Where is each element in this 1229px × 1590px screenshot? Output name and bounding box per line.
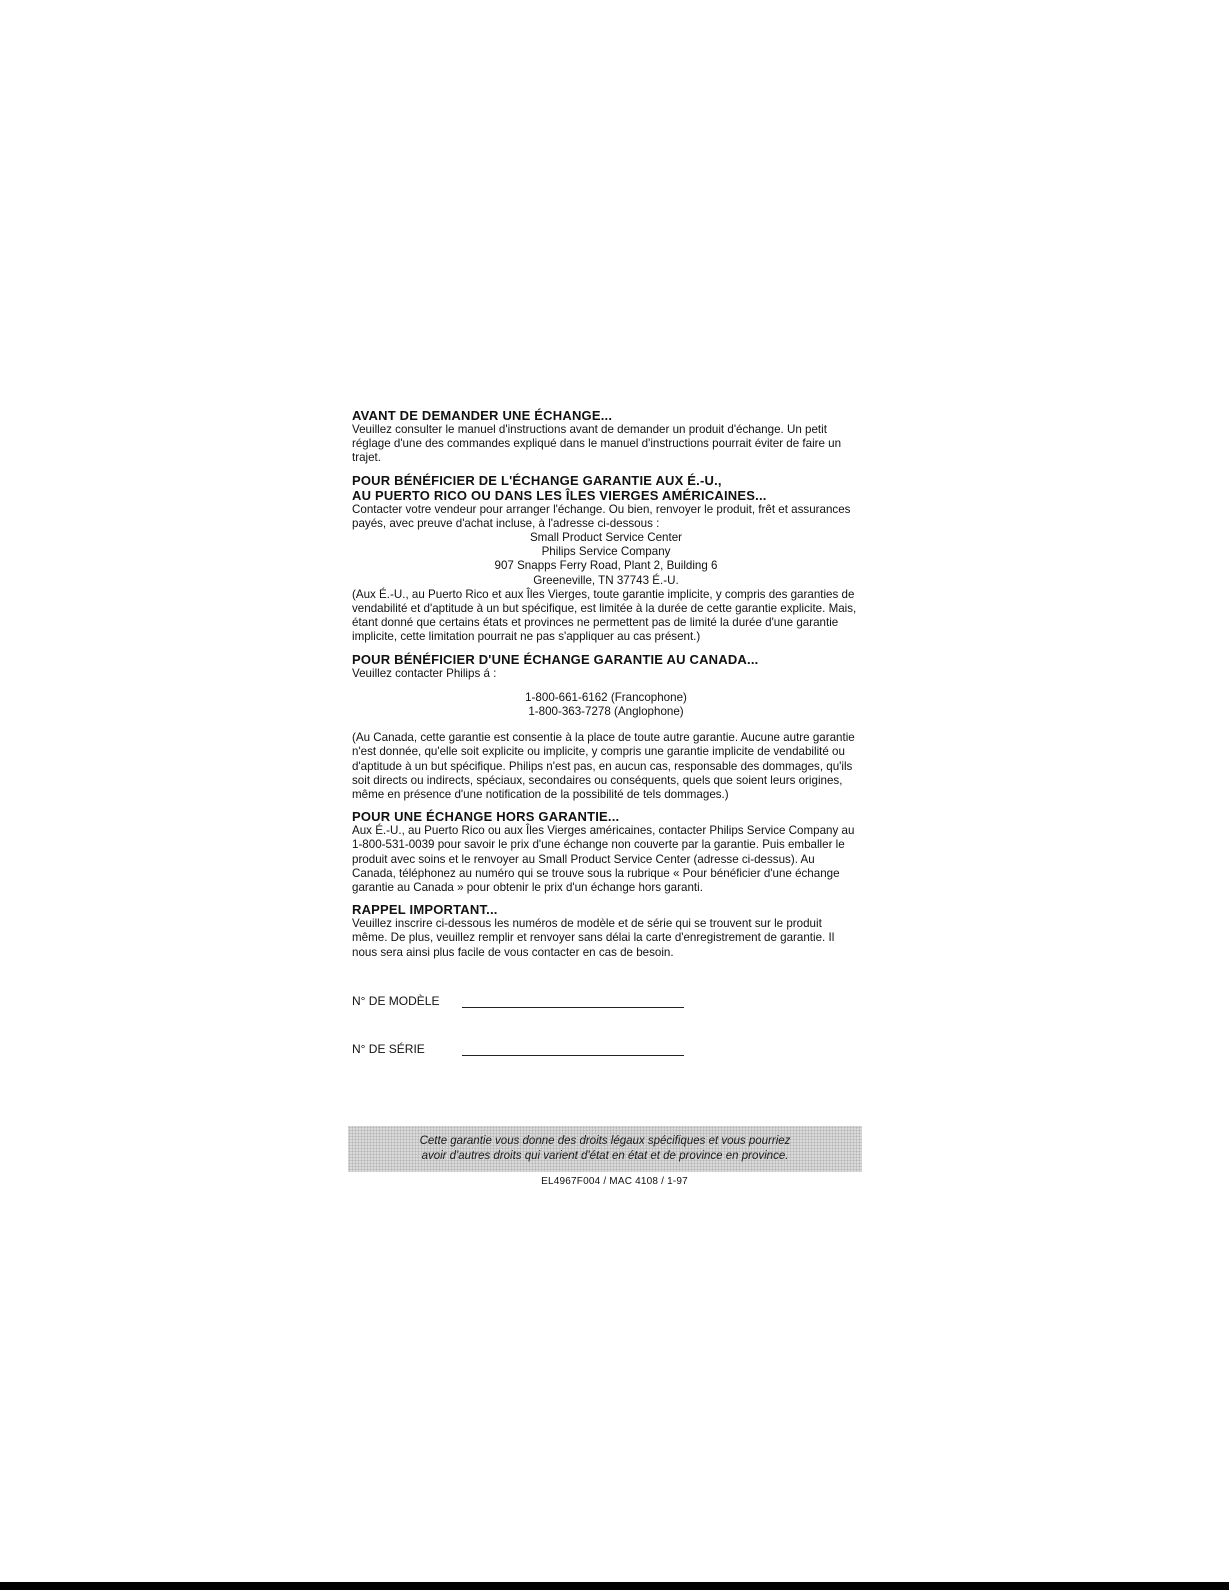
page-bottom-border — [0, 1582, 1229, 1590]
section-us-exchange — [352, 473, 860, 645]
model-number-row — [352, 988, 860, 1008]
phone-anglophone: 1-800-363-7278 (Anglophone) — [528, 705, 684, 719]
phone-francophone: 1-800-661-6162 (Francophone) — [525, 690, 687, 704]
model-number-label: N° DE MODÈLE — [352, 993, 440, 1008]
section-heading: RAPPEL IMPORTANT... — [352, 902, 498, 918]
section-before-exchange — [352, 408, 860, 466]
legal-rights-notice — [348, 1126, 862, 1172]
section-heading — [352, 473, 860, 503]
heading-line-2: AU PUERTO RICO OU DANS LES ÎLES VIERGES AMÉRICAINES... — [352, 487, 767, 503]
section-note: (Aux É.-U., au Puerto Rico et aux Îles Vierges, toute garantie implicite, y compris des garanties de vendabilité et d'aptitude à un but spécifique, est limitée à la durée de cette garantie explicite. Mais, étant donné que certains états et provinces ne permettent pas de limité la durée d'une garantie implicite, cette limitation pourrait ne pas s'appliquer au cas présent.) — [352, 587, 857, 644]
section-body: Veuillez contacter Philips á : — [352, 666, 497, 680]
notice-line: Cette garantie vous donne des droits légaux spécifiques et vous pourriez — [419, 1135, 791, 1147]
address-line: Small Product Service Center — [529, 531, 683, 545]
document-code: EL4967F004 / MAC 4108 / 1-97 — [541, 1176, 688, 1187]
section-canada-exchange — [352, 652, 860, 803]
service-address — [352, 531, 860, 588]
section-out-of-warranty — [352, 809, 860, 895]
serial-number-line[interactable] — [462, 1045, 684, 1056]
section-body: Contacter votre vendeur pour arranger l'échange. Ou bien, renvoyer le produit, frêt et assurances payés, avec preuve d'achat incluse, à l'adresse ci-dessous : — [352, 502, 851, 530]
notice-line: avoir d'autres droits qui varient d'état en état et de province en province. — [421, 1150, 789, 1162]
phone-numbers — [352, 691, 860, 719]
section-heading: AVANT DE DEMANDER UNE ÉCHANGE... — [352, 408, 613, 423]
product-fields — [352, 988, 860, 1056]
address-line: Greeneville, TN 37743 É.-U. — [533, 573, 679, 587]
warranty-text — [352, 408, 860, 1084]
section-heading: POUR BÉNÉFICIER D'UNE ÉCHANGE GARANTIE AU CANADA... — [352, 651, 759, 667]
section-body: Veuillez consulter le manuel d'instructions avant de demander un produit d'échange. Un petit réglage d'une des commandes expliqué dans le manuel d'instructions pourrait éviter de faire un trajet. — [352, 423, 842, 465]
model-number-line[interactable] — [462, 997, 684, 1008]
section-body: Veuillez inscrire ci-dessous les numéros de modèle et de série qui se trouvent sur le produit même. De plus, veuillez remplir et renvoyer sans délai la carte d'enregistrement de garantie. Il nous sera ainsi plus facile de vous contacter en cas de besoin. — [352, 917, 835, 959]
section-note: (Au Canada, cette garantie est consentie à la place de toute autre garantie. Aucune autre garantie n'est donnée, qu'elle soit explicite ou implicite, y compris une garantie implicite de vendabilité ou d'aptitude à un but spécifique. Philips n'est pas, en aucun cas, responsable des dommages, qu'ils soit directs ou indirects, spéciaux, secondaires ou conséquents, quels que soient leurs origines, même en présence d'une notification de la possibilité de tels dommages.) — [352, 731, 855, 802]
address-line: Philips Service Company — [541, 545, 671, 559]
section-body: Aux É.-U., au Puerto Rico ou aux Îles Vierges américaines, contacter Philips Service Company au 1-800-531-0039 pour savoir le prix d'une échange non couverte par la garantie. Puis emballer le produit avec soins et le renvoyer au Small Product Service Center (adresse ci-dessus). Au Canada, téléphonez au numéro qui se trouve sous la rubrique « Pour bénéficier d'une échange garantie au Canada » pour obtenir le prix d'un échange hors garanti. — [352, 824, 855, 895]
section-heading: POUR UNE ÉCHANGE HORS GARANTIE... — [352, 809, 620, 825]
serial-number-label: N° DE SÉRIE — [352, 1041, 425, 1056]
address-line: 907 Snapps Ferry Road, Plant 2, Building 6 — [494, 559, 718, 573]
serial-number-row — [352, 1036, 860, 1056]
section-reminder — [352, 902, 860, 960]
heading-line-1: POUR BÉNÉFICIER DE L'ÉCHANGE GARANTIE AUX É.-U., — [352, 472, 722, 488]
